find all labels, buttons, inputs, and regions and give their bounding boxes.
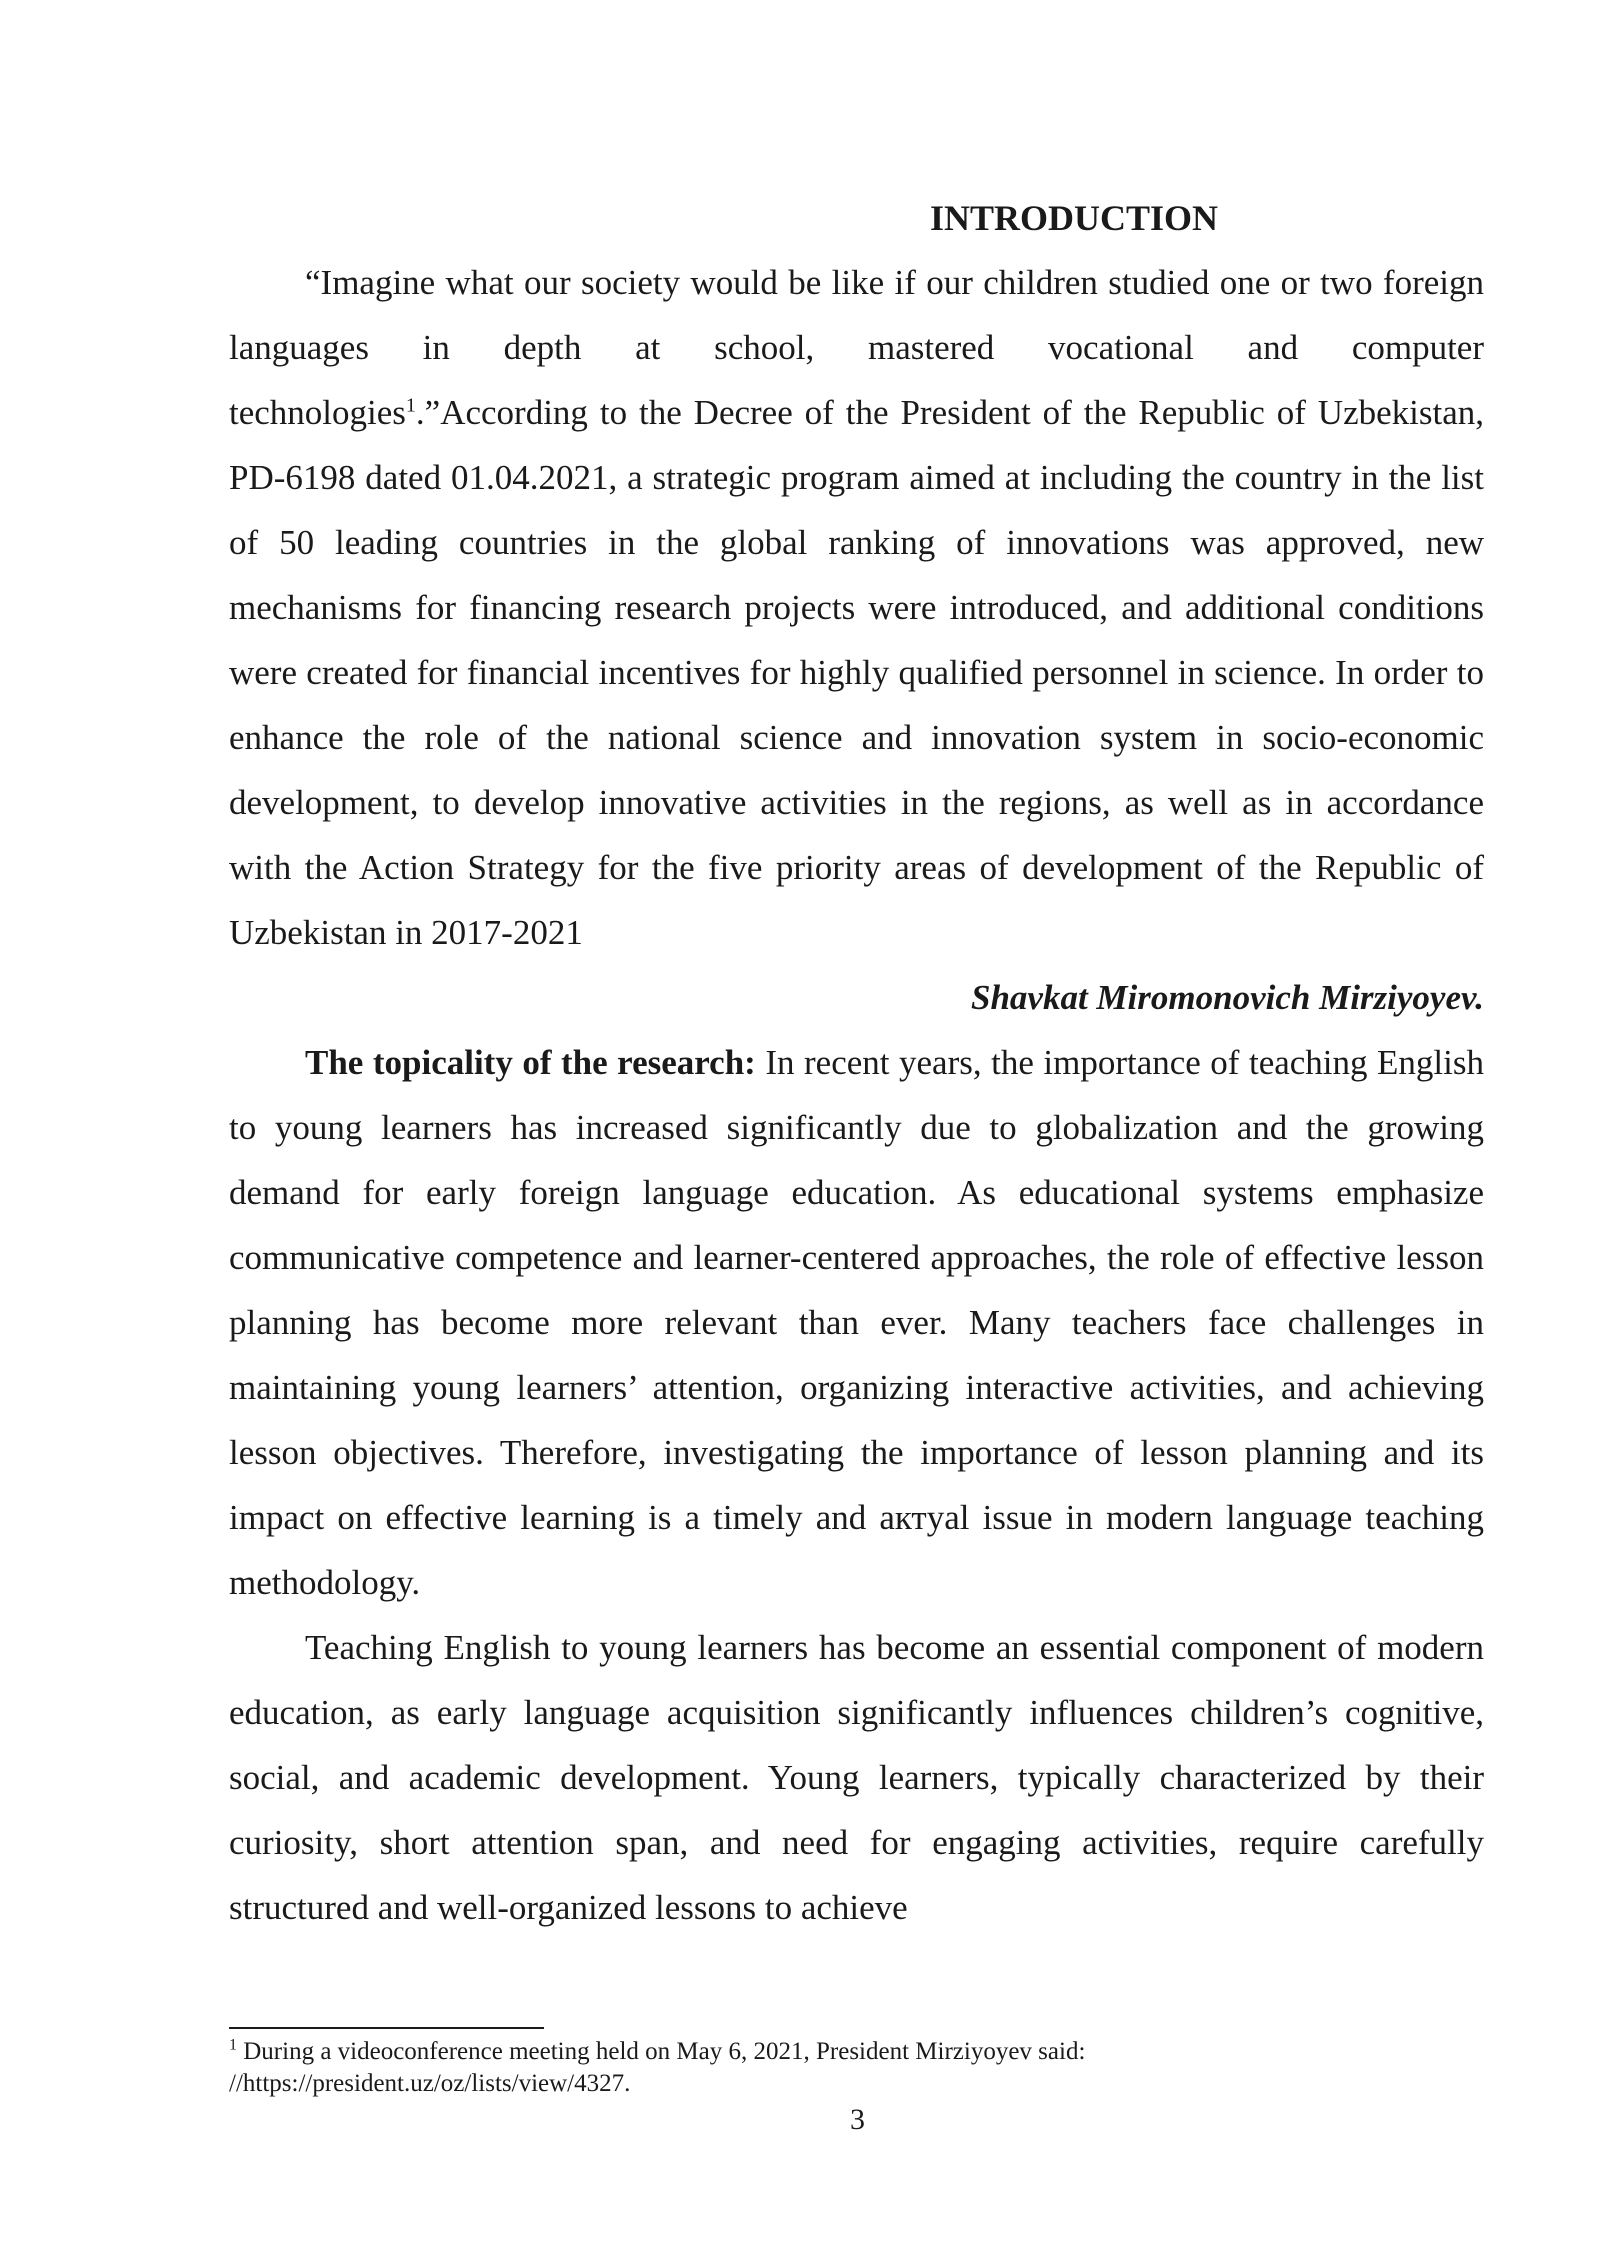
footnote-reference[interactable]: 1: [405, 394, 416, 417]
document-body: [229, 250, 1484, 1940]
footnote-separator: [229, 2027, 544, 2029]
paragraph-intro-quote: [229, 250, 1484, 965]
topicality-label: The topicality of the research:: [305, 1043, 756, 1082]
quote-text: “Imagine what our society would be like if our children studied one or two foreign languages in depth at school, mastered vocational and computer technologies: [229, 263, 1484, 432]
footnote-text: During a videoconference meeting held on May 6, 2021, President Mirziyoyev said:: [237, 2038, 1086, 2065]
quote-signature: Shavkat Miromonovich Mirziyoyev.: [970, 978, 1484, 1017]
topicality-text: In recent years, the importance of teaching English to young learners has increased significantly due to globalization and the growing demand for early foreign language education. As educational systems emphasize communicative competence and learner-centered approaches, the role of effective lesson planning has become more relevant than ever. Many teachers face challenges in maintaining young learners’ attention, organizing interactive activities, and achieving lesson objectives. Therefore, investigating the importance of lesson planning and its impact on effective learning is a timely and aктyal issue in modern language teaching methodology.: [229, 1043, 1484, 1602]
paragraph-topicality: [229, 1030, 1484, 1615]
decree-text: .”According to the Decree of the President of the Republic of Uzbekistan, PD-6198 dated 01.04.2021, a strategic program aimed at including the country in the list of 50 leading countries in the global ranking of innovations was approved, new mechanisms for financing research projects were introduced, and additional conditions were created for financial incentives for highly qualified personnel in science. In order to enhance the role of the national science and innovation system in socio-economic development, to develop innovative activities in the regions, as well as in accordance with the Action Strategy for the five priority areas of development of the Republic of Uzbekistan in 2017-2021: [229, 393, 1484, 952]
footnote-number: 1: [229, 2036, 237, 2054]
page-number: 3: [850, 2103, 865, 2136]
section-heading: INTRODUCTION: [930, 198, 1219, 238]
footnote-line-1: [229, 2036, 1484, 2068]
paragraph-young-learners: Teaching English to young learners has become an essential component of modern education, as early language acquisition significantly influences children’s cognitive, social, and academic development. Young learners, typically characterized by their curiosity, short attention span, and need for engaging activities, require carefully structured and well-organized lessons to achieve: [229, 1628, 1484, 1927]
footnote: [229, 2036, 1484, 2100]
footnote-link[interactable]: //https://president.uz/oz/lists/view/4327.: [229, 2070, 631, 2097]
section-heading-clip: [0, 194, 1600, 242]
